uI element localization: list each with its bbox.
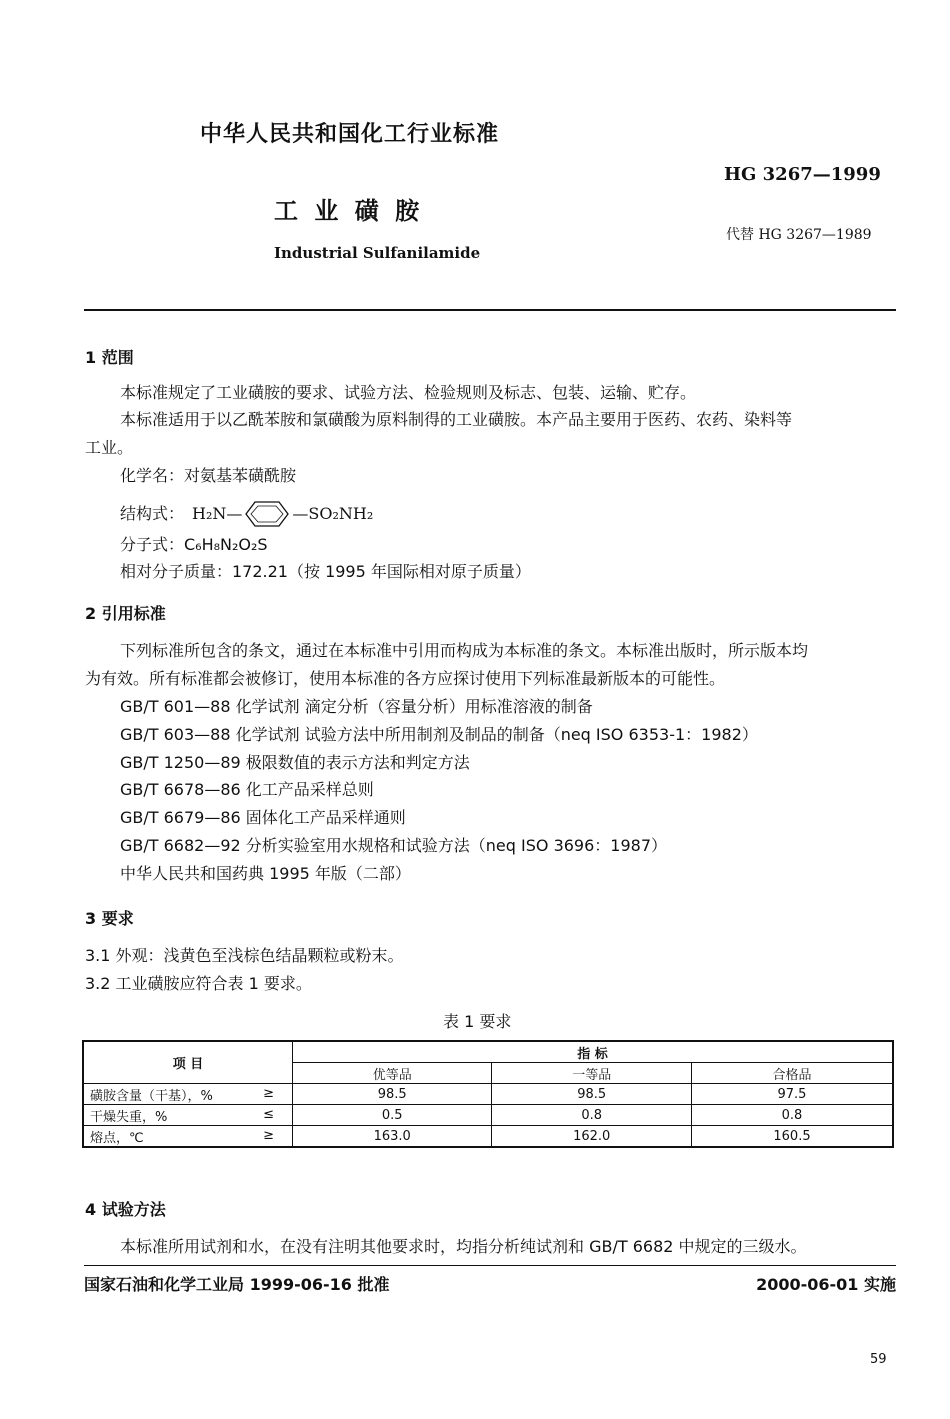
chemical-name: 化学名：对氨基苯磺酰胺 [120, 466, 297, 485]
table-row [83, 1084, 893, 1105]
molecular-mass: 相对分子质量：172.21（按 1995 年国际相对原子质量） [120, 562, 531, 581]
table-cell: 160.5 [691, 1126, 893, 1148]
effective-date: 2000-06-01 实施 [756, 1275, 896, 1294]
reference-item: GB/T 1250—89 极限数值的表示方法和判定方法 [120, 753, 470, 772]
column-header-grade: 合格品 [691, 1063, 893, 1084]
molecular-formula: 分子式：C₆H₈N₂O₂S [120, 535, 268, 554]
table-caption: 表 1 要求 [443, 1012, 512, 1031]
document-title-english: Industrial Sulfanilamide [274, 244, 481, 262]
table-cell: 0.8 [492, 1105, 692, 1126]
section-1-paragraph-2: 本标准适用于以乙酰苯胺和氯磺酸为原料制得的工业磺胺。本产品主要用于医药、农药、染料等 [120, 410, 793, 429]
structural-formula-label: 结构式： [120, 504, 185, 523]
section-4-heading: 4 试验方法 [85, 1200, 166, 1219]
column-header-grade: 一等品 [492, 1063, 692, 1084]
reference-item: GB/T 6679—86 固体化工产品采样通则 [120, 808, 406, 827]
row-item [83, 1105, 292, 1126]
structural-formula-right: —SO₂NH₂ [292, 504, 374, 523]
footer-divider [84, 1265, 896, 1266]
section-2-paragraph-cont: 为有效。所有标准都会被修订，使用本标准的各方应探讨使用下列标准最新版本的可能性。 [85, 669, 726, 688]
row-operator: ≥ [263, 1086, 274, 1101]
section-1-paragraph-1: 本标准规定了工业磺胺的要求、试验方法、检验规则及标志、包装、运输、贮存。 [120, 383, 697, 402]
reference-item: GB/T 601—88 化学试剂 滴定分析（容量分析）用标准溶液的制备 [120, 697, 593, 716]
table-cell: 97.5 [691, 1084, 893, 1105]
table-row [83, 1105, 893, 1126]
replaces-standard: 代替 HG 3267—1989 [726, 227, 872, 243]
section-1-paragraph-2-cont: 工业。 [85, 438, 134, 457]
row-item-label: 磺胺含量（干基），% [90, 1088, 213, 1104]
reference-item: 中华人民共和国药典 1995 年版（二部） [120, 864, 411, 883]
table-cell: 162.0 [492, 1126, 692, 1148]
clause-3-1: 3.1 外观：浅黄色至浅棕色结晶颗粒或粉末。 [85, 946, 404, 965]
header-divider [84, 309, 896, 311]
table-row [83, 1126, 893, 1148]
org-title: 中华人民共和国化工行业标准 [200, 122, 500, 147]
section-1-heading: 1 范围 [85, 348, 134, 367]
benzene-ring-icon [244, 500, 290, 528]
reference-item: GB/T 603—88 化学试剂 试验方法中所用制剂及制品的制备（neq ISO 6353-1：1982） [120, 725, 758, 744]
structural-formula [120, 500, 373, 528]
section-4-paragraph: 本标准所用试剂和水，在没有注明其他要求时，均指分析纯试剂和 GB/T 6682 中规定的三级水。 [120, 1237, 807, 1256]
table-cell: 0.8 [691, 1105, 893, 1126]
clause-3-2: 3.2 工业磺胺应符合表 1 要求。 [85, 974, 312, 993]
table-cell: 163.0 [292, 1126, 492, 1148]
reference-item: GB/T 6682—92 分析实验室用水规格和试验方法（neq ISO 3696：1987） [120, 836, 668, 855]
row-item [83, 1126, 292, 1148]
column-header-item: 项 目 [83, 1041, 292, 1084]
reference-item: GB/T 6678—86 化工产品采样总则 [120, 780, 374, 799]
column-header-grade: 优等品 [292, 1063, 492, 1084]
section-2-heading: 2 引用标准 [85, 604, 166, 623]
table-cell: 98.5 [292, 1084, 492, 1105]
page-number: 59 [870, 1352, 887, 1367]
document-title: 工 业 磺 胺 [274, 197, 424, 225]
row-item-label: 熔点，℃ [90, 1130, 144, 1146]
approval-date: 国家石油和化学工业局 1999-06-16 批准 [84, 1275, 390, 1294]
section-2-paragraph: 下列标准所包含的条文，通过在本标准中引用而构成为本标准的条文。本标准出版时，所示版本均 [120, 641, 809, 660]
section-3-heading: 3 要求 [85, 909, 134, 928]
table-header-row [83, 1041, 893, 1063]
row-item-label: 干燥失重，% [90, 1109, 168, 1125]
structural-formula-left: H₂N— [192, 504, 243, 523]
standard-number: HG 3267—1999 [724, 164, 881, 185]
requirements-table [82, 1040, 894, 1148]
table-cell: 0.5 [292, 1105, 492, 1126]
row-operator: ≤ [263, 1107, 274, 1122]
row-operator: ≥ [263, 1128, 274, 1143]
table-cell: 98.5 [492, 1084, 692, 1105]
row-item [83, 1084, 292, 1105]
column-header-indicators: 指 标 [292, 1041, 893, 1063]
